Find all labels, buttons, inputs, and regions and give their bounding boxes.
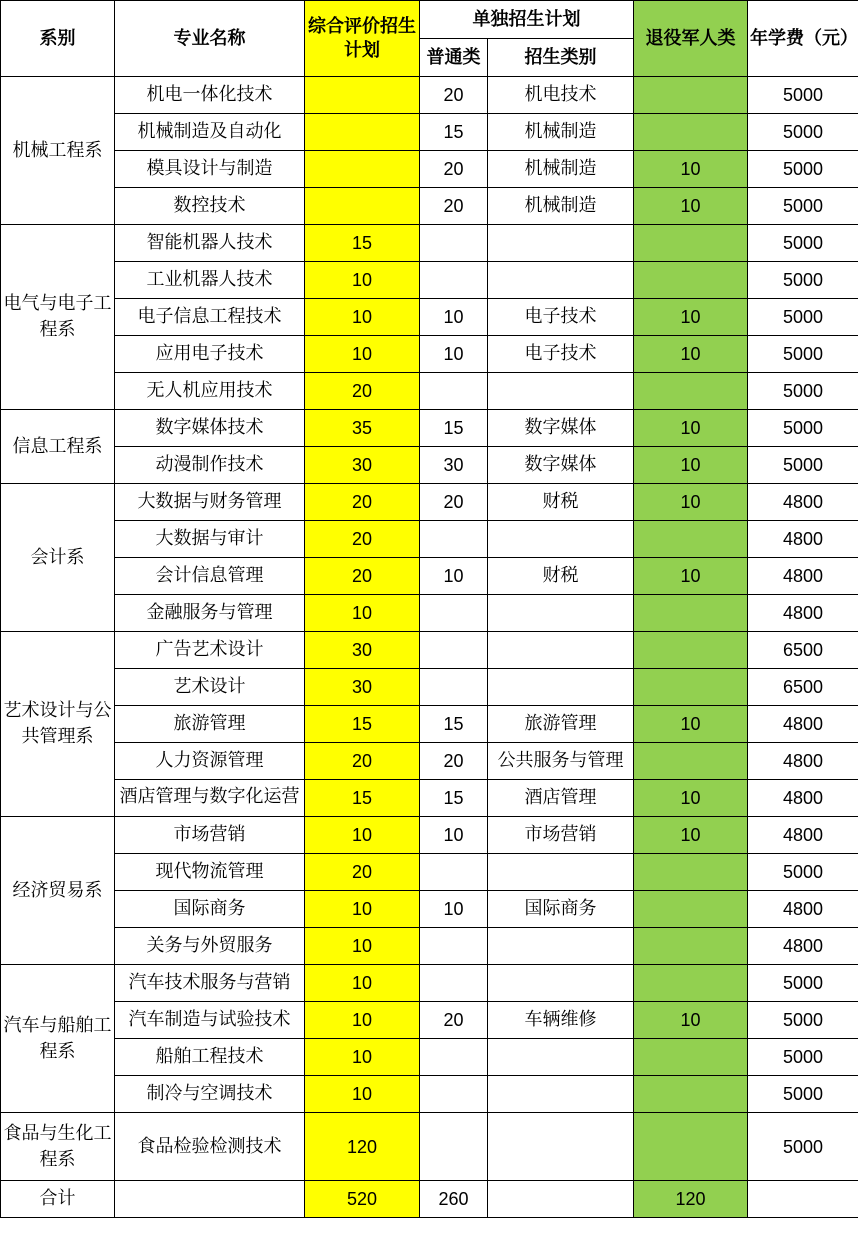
table-row xyxy=(1,188,858,225)
department-cell: 汽车与船舶工程系 xyxy=(1,965,115,1113)
table-row xyxy=(1,780,858,817)
tuition-cell: 4800 xyxy=(748,743,858,780)
header-tuition: 年学费（元） xyxy=(748,1,858,77)
comprehensive-plan-cell: 120 xyxy=(305,1113,420,1181)
table-row xyxy=(1,706,858,743)
major-name-cell: 数控技术 xyxy=(115,188,305,225)
tuition-cell: 5000 xyxy=(748,1039,858,1076)
category-cell xyxy=(488,928,634,965)
general-plan-cell: 10 xyxy=(420,558,488,595)
category-cell: 数字媒体 xyxy=(488,410,634,447)
general-plan-cell xyxy=(420,373,488,410)
total-category-empty xyxy=(488,1181,634,1218)
tuition-cell: 5000 xyxy=(748,447,858,484)
comprehensive-plan-cell: 30 xyxy=(305,632,420,669)
veteran-plan-cell xyxy=(634,891,748,928)
comprehensive-plan-cell: 15 xyxy=(305,225,420,262)
veteran-plan-cell: 10 xyxy=(634,1002,748,1039)
comprehensive-plan-cell: 10 xyxy=(305,1039,420,1076)
general-plan-cell xyxy=(420,225,488,262)
veteran-plan-cell: 10 xyxy=(634,410,748,447)
comprehensive-plan-cell: 10 xyxy=(305,817,420,854)
category-cell: 旅游管理 xyxy=(488,706,634,743)
major-name-cell: 汽车技术服务与营销 xyxy=(115,965,305,1002)
major-name-cell: 制冷与空调技术 xyxy=(115,1076,305,1113)
veteran-plan-cell xyxy=(634,77,748,114)
general-plan-cell xyxy=(420,632,488,669)
comprehensive-plan-cell: 20 xyxy=(305,373,420,410)
tuition-cell: 6500 xyxy=(748,632,858,669)
category-cell: 数字媒体 xyxy=(488,447,634,484)
tuition-cell: 4800 xyxy=(748,891,858,928)
general-plan-cell: 20 xyxy=(420,77,488,114)
major-name-cell: 智能机器人技术 xyxy=(115,225,305,262)
table-row xyxy=(1,447,858,484)
general-plan-cell xyxy=(420,854,488,891)
category-cell xyxy=(488,521,634,558)
tuition-cell: 5000 xyxy=(748,114,858,151)
category-cell: 酒店管理 xyxy=(488,780,634,817)
table-row xyxy=(1,965,858,1002)
veteran-plan-cell: 10 xyxy=(634,484,748,521)
total-comprehensive: 520 xyxy=(305,1181,420,1218)
table-row xyxy=(1,817,858,854)
header-veteran: 退役军人类 xyxy=(634,1,748,77)
general-plan-cell xyxy=(420,1076,488,1113)
category-cell: 公共服务与管理 xyxy=(488,743,634,780)
category-cell: 车辆维修 xyxy=(488,1002,634,1039)
major-name-cell: 机电一体化技术 xyxy=(115,77,305,114)
major-name-cell: 关务与外贸服务 xyxy=(115,928,305,965)
table-row xyxy=(1,262,858,299)
tuition-cell: 5000 xyxy=(748,410,858,447)
tuition-cell: 5000 xyxy=(748,1113,858,1181)
veteran-plan-cell: 10 xyxy=(634,447,748,484)
table-row xyxy=(1,891,858,928)
veteran-plan-cell: 10 xyxy=(634,817,748,854)
comprehensive-plan-cell: 20 xyxy=(305,521,420,558)
general-plan-cell xyxy=(420,965,488,1002)
major-name-cell: 大数据与财务管理 xyxy=(115,484,305,521)
veteran-plan-cell xyxy=(634,965,748,1002)
header-major: 专业名称 xyxy=(115,1,305,77)
table-row xyxy=(1,854,858,891)
header-category: 招生类别 xyxy=(488,39,634,77)
table-row xyxy=(1,410,858,447)
major-name-cell: 数字媒体技术 xyxy=(115,410,305,447)
department-cell: 机械工程系 xyxy=(1,77,115,225)
category-cell xyxy=(488,595,634,632)
comprehensive-plan-cell: 10 xyxy=(305,891,420,928)
general-plan-cell: 10 xyxy=(420,817,488,854)
general-plan-cell: 30 xyxy=(420,447,488,484)
tuition-cell: 4800 xyxy=(748,706,858,743)
tuition-cell: 4800 xyxy=(748,780,858,817)
category-cell: 市场营销 xyxy=(488,817,634,854)
table-row xyxy=(1,151,858,188)
comprehensive-plan-cell: 20 xyxy=(305,558,420,595)
comprehensive-plan-cell: 10 xyxy=(305,595,420,632)
major-name-cell: 市场营销 xyxy=(115,817,305,854)
table-row xyxy=(1,743,858,780)
general-plan-cell: 15 xyxy=(420,114,488,151)
table-row xyxy=(1,521,858,558)
total-tuition-empty xyxy=(748,1181,858,1218)
category-cell xyxy=(488,1039,634,1076)
total-general: 260 xyxy=(420,1181,488,1218)
veteran-plan-cell xyxy=(634,669,748,706)
comprehensive-plan-cell: 10 xyxy=(305,1076,420,1113)
veteran-plan-cell: 10 xyxy=(634,780,748,817)
general-plan-cell: 20 xyxy=(420,743,488,780)
major-name-cell: 船舶工程技术 xyxy=(115,1039,305,1076)
table-row xyxy=(1,669,858,706)
veteran-plan-cell xyxy=(634,854,748,891)
veteran-plan-cell: 10 xyxy=(634,299,748,336)
table-row xyxy=(1,225,858,262)
category-cell xyxy=(488,632,634,669)
veteran-plan-cell xyxy=(634,225,748,262)
table-row xyxy=(1,558,858,595)
major-name-cell: 工业机器人技术 xyxy=(115,262,305,299)
table-row xyxy=(1,595,858,632)
general-plan-cell xyxy=(420,1039,488,1076)
department-cell: 艺术设计与公共管理系 xyxy=(1,632,115,817)
major-name-cell: 酒店管理与数字化运营 xyxy=(115,780,305,817)
major-name-cell: 应用电子技术 xyxy=(115,336,305,373)
veteran-plan-cell xyxy=(634,743,748,780)
major-name-cell: 人力资源管理 xyxy=(115,743,305,780)
major-name-cell: 广告艺术设计 xyxy=(115,632,305,669)
comprehensive-plan-cell xyxy=(305,114,420,151)
tuition-cell: 5000 xyxy=(748,336,858,373)
general-plan-cell: 10 xyxy=(420,891,488,928)
table-row xyxy=(1,114,858,151)
major-name-cell: 动漫制作技术 xyxy=(115,447,305,484)
comprehensive-plan-cell xyxy=(305,188,420,225)
major-name-cell: 金融服务与管理 xyxy=(115,595,305,632)
category-cell: 机械制造 xyxy=(488,114,634,151)
department-cell: 食品与生化工程系 xyxy=(1,1113,115,1181)
veteran-plan-cell xyxy=(634,262,748,299)
comprehensive-plan-cell: 35 xyxy=(305,410,420,447)
major-name-cell: 旅游管理 xyxy=(115,706,305,743)
category-cell xyxy=(488,1113,634,1181)
major-name-cell: 汽车制造与试验技术 xyxy=(115,1002,305,1039)
table-row xyxy=(1,928,858,965)
table-row xyxy=(1,77,858,114)
header-comprehensive: 综合评价招生计划 xyxy=(305,1,420,77)
general-plan-cell xyxy=(420,262,488,299)
comprehensive-plan-cell: 10 xyxy=(305,965,420,1002)
tuition-cell: 4800 xyxy=(748,521,858,558)
tuition-cell: 5000 xyxy=(748,1076,858,1113)
major-name-cell: 艺术设计 xyxy=(115,669,305,706)
tuition-cell: 5000 xyxy=(748,188,858,225)
general-plan-cell: 20 xyxy=(420,1002,488,1039)
major-name-cell: 机械制造及自动化 xyxy=(115,114,305,151)
total-veteran: 120 xyxy=(634,1181,748,1218)
major-name-cell: 模具设计与制造 xyxy=(115,151,305,188)
general-plan-cell: 20 xyxy=(420,151,488,188)
category-cell: 机电技术 xyxy=(488,77,634,114)
header-department: 系别 xyxy=(1,1,115,77)
table-row xyxy=(1,373,858,410)
major-name-cell: 电子信息工程技术 xyxy=(115,299,305,336)
comprehensive-plan-cell: 30 xyxy=(305,669,420,706)
general-plan-cell xyxy=(420,928,488,965)
department-cell: 电气与电子工程系 xyxy=(1,225,115,410)
comprehensive-plan-cell xyxy=(305,151,420,188)
comprehensive-plan-cell: 10 xyxy=(305,262,420,299)
comprehensive-plan-cell: 10 xyxy=(305,336,420,373)
major-name-cell: 现代物流管理 xyxy=(115,854,305,891)
category-cell: 机械制造 xyxy=(488,151,634,188)
department-cell: 会计系 xyxy=(1,484,115,632)
veteran-plan-cell: 10 xyxy=(634,558,748,595)
category-cell: 财税 xyxy=(488,558,634,595)
general-plan-cell: 10 xyxy=(420,336,488,373)
department-cell: 经济贸易系 xyxy=(1,817,115,965)
tuition-cell: 5000 xyxy=(748,854,858,891)
general-plan-cell: 15 xyxy=(420,780,488,817)
tuition-cell: 5000 xyxy=(748,262,858,299)
veteran-plan-cell xyxy=(634,373,748,410)
major-name-cell: 无人机应用技术 xyxy=(115,373,305,410)
tuition-cell: 4800 xyxy=(748,928,858,965)
veteran-plan-cell: 10 xyxy=(634,706,748,743)
veteran-plan-cell xyxy=(634,1039,748,1076)
tuition-cell: 5000 xyxy=(748,299,858,336)
category-cell: 电子技术 xyxy=(488,299,634,336)
major-name-cell: 国际商务 xyxy=(115,891,305,928)
category-cell xyxy=(488,262,634,299)
comprehensive-plan-cell: 10 xyxy=(305,299,420,336)
general-plan-cell: 20 xyxy=(420,188,488,225)
veteran-plan-cell xyxy=(634,928,748,965)
veteran-plan-cell xyxy=(634,1076,748,1113)
comprehensive-plan-cell: 20 xyxy=(305,743,420,780)
category-cell xyxy=(488,225,634,262)
comprehensive-plan-cell: 30 xyxy=(305,447,420,484)
category-cell xyxy=(488,669,634,706)
category-cell: 财税 xyxy=(488,484,634,521)
comprehensive-plan-cell: 10 xyxy=(305,928,420,965)
general-plan-cell: 15 xyxy=(420,410,488,447)
major-name-cell: 食品检验检测技术 xyxy=(115,1113,305,1181)
comprehensive-plan-cell: 20 xyxy=(305,854,420,891)
tuition-cell: 5000 xyxy=(748,151,858,188)
tuition-cell: 5000 xyxy=(748,965,858,1002)
category-cell xyxy=(488,373,634,410)
tuition-cell: 4800 xyxy=(748,595,858,632)
general-plan-cell: 20 xyxy=(420,484,488,521)
general-plan-cell xyxy=(420,595,488,632)
comprehensive-plan-cell: 10 xyxy=(305,1002,420,1039)
table-row xyxy=(1,336,858,373)
table-row xyxy=(1,1002,858,1039)
category-cell xyxy=(488,854,634,891)
comprehensive-plan-cell xyxy=(305,77,420,114)
header-separate: 单独招生计划 xyxy=(420,1,634,39)
general-plan-cell xyxy=(420,669,488,706)
total-label: 合计 xyxy=(1,1181,115,1218)
comprehensive-plan-cell: 20 xyxy=(305,484,420,521)
veteran-plan-cell xyxy=(634,1113,748,1181)
tuition-cell: 5000 xyxy=(748,225,858,262)
general-plan-cell: 10 xyxy=(420,299,488,336)
veteran-plan-cell: 10 xyxy=(634,336,748,373)
major-name-cell: 大数据与审计 xyxy=(115,521,305,558)
category-cell: 电子技术 xyxy=(488,336,634,373)
tuition-cell: 5000 xyxy=(748,1002,858,1039)
tuition-cell: 4800 xyxy=(748,484,858,521)
table-row xyxy=(1,1113,858,1181)
total-major-empty xyxy=(115,1181,305,1218)
category-cell: 机械制造 xyxy=(488,188,634,225)
tuition-cell: 4800 xyxy=(748,558,858,595)
category-cell xyxy=(488,965,634,1002)
department-cell: 信息工程系 xyxy=(1,410,115,484)
category-cell xyxy=(488,1076,634,1113)
tuition-cell: 4800 xyxy=(748,817,858,854)
table-row xyxy=(1,299,858,336)
general-plan-cell: 15 xyxy=(420,706,488,743)
general-plan-cell xyxy=(420,521,488,558)
tuition-cell: 5000 xyxy=(748,373,858,410)
veteran-plan-cell xyxy=(634,632,748,669)
major-name-cell: 会计信息管理 xyxy=(115,558,305,595)
veteran-plan-cell xyxy=(634,114,748,151)
table-row xyxy=(1,1039,858,1076)
table-row xyxy=(1,484,858,521)
comprehensive-plan-cell: 15 xyxy=(305,706,420,743)
category-cell: 国际商务 xyxy=(488,891,634,928)
general-plan-cell xyxy=(420,1113,488,1181)
veteran-plan-cell: 10 xyxy=(634,151,748,188)
veteran-plan-cell xyxy=(634,521,748,558)
tuition-cell: 5000 xyxy=(748,77,858,114)
comprehensive-plan-cell: 15 xyxy=(305,780,420,817)
header-row-1 xyxy=(1,1,858,39)
table-row xyxy=(1,632,858,669)
total-row xyxy=(1,1181,858,1218)
veteran-plan-cell xyxy=(634,595,748,632)
header-general: 普通类 xyxy=(420,39,488,77)
tuition-cell: 6500 xyxy=(748,669,858,706)
veteran-plan-cell: 10 xyxy=(634,188,748,225)
table-row xyxy=(1,1076,858,1113)
